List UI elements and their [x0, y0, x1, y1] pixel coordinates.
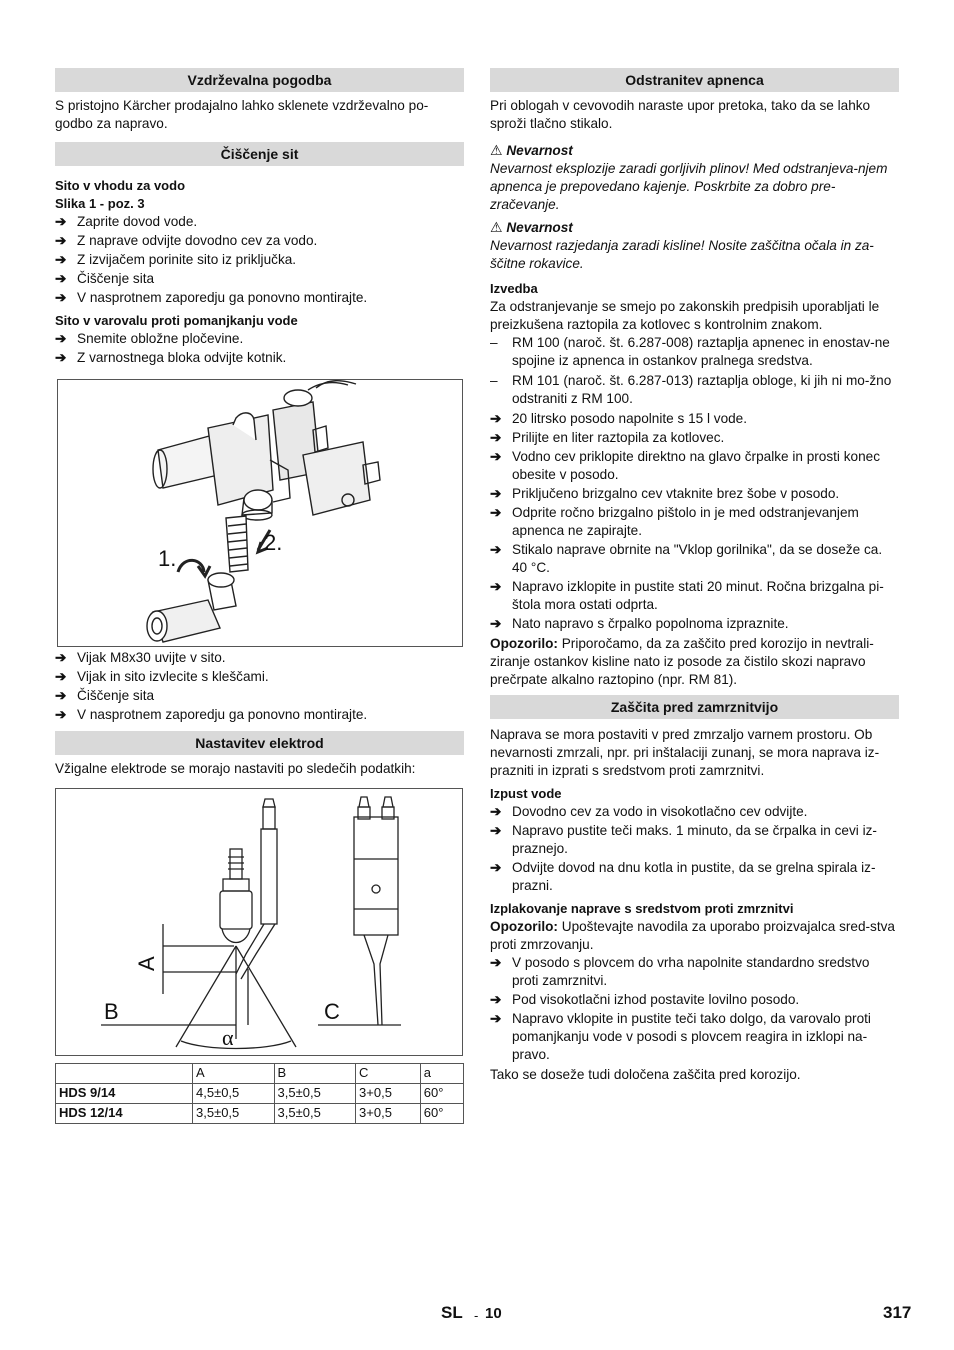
step-item: ➔ Z izvijačem porinite sito iz priključka.	[55, 252, 297, 267]
arrow-right-icon: ➔	[55, 290, 67, 305]
step-item: ➔ V nasprotnem zaporedju ga ponovno montirajte.	[55, 707, 368, 722]
arrow-right-icon: ➔	[55, 252, 67, 267]
step-item: ➔ Z naprave odvijte dovodno cev za vodo.	[55, 233, 318, 248]
note-paragraph: Opozorilo: Priporočamo, da za zaščito pred korozijo in nevtrali-ziranje ostankov kisline nato iz posode za čistilo skozi napravo prečrpate alkalno raztopino (npr. RM 81).	[490, 636, 874, 687]
step-item: ➔ Odprite ročno brizgalno pištolo in je med odstranjevanjem apnenca ne zapirajte.	[490, 505, 859, 538]
danger-text: Nevarnost razjedanja zaradi kisline! Nosite zaščitna očala in za-ščitne rokavice.	[490, 238, 874, 271]
descaling-intro: Pri oblogah v cevovodih naraste upor pretoka, tako da se lahko sproži tlačno stikalo.	[490, 98, 871, 131]
warning-triangle-icon: ⚠	[490, 219, 503, 235]
angle-label-alpha: α	[222, 1025, 234, 1050]
dash-item: – RM 101 (naroč. št. 6.287-013) raztaplja obloge, ki jih ni mo-žno odstraniti z RM 100.	[490, 373, 892, 406]
step-item: ➔ Priključeno brizgalno cev vtaknite brez šobe v posodo.	[490, 486, 840, 501]
arrow-right-icon: ➔	[490, 860, 502, 875]
dimension-label-b: B	[104, 999, 119, 1024]
dimension-label-c: C	[324, 999, 340, 1024]
electrode-adjustment-text: Vžigalne elektrode se morajo nastaviti po sledečih podatkih:	[55, 761, 416, 776]
arrow-right-icon: ➔	[490, 616, 502, 631]
section-heading-maintenance-contract: Vzdrževalna pogodba	[55, 68, 464, 92]
step-item: ➔ Vijak M8x30 uvijte v sito.	[55, 650, 226, 665]
section-heading-descaling: Odstranitev apnenca	[490, 68, 899, 92]
subheading-drain-water: Izpust vode	[490, 786, 562, 801]
step-item: ➔ Čiščenje sita	[55, 271, 155, 286]
dash-list	[490, 334, 899, 408]
dash-item: – RM 100 (naroč. št. 6.287-008) raztaplja apnenec in enostav-ne spojine iz apnenca in ostankov pralnega sredstva.	[490, 335, 890, 368]
arrow-right-icon: ➔	[490, 449, 502, 464]
page-dash: -	[474, 1308, 479, 1323]
dimension-label-a: A	[134, 956, 159, 971]
subheading-procedure: Izvedba	[490, 281, 538, 296]
language-code: SL	[441, 1303, 463, 1322]
step-item: ➔ Napravo izklopite in pustite stati 20 minut. Ročna brizgalna pi-štola mora ostati odprta.	[490, 579, 884, 612]
warning-triangle-icon: ⚠	[490, 142, 503, 158]
arrow-right-icon: ➔	[55, 214, 67, 229]
arrow-right-icon: ➔	[55, 688, 67, 703]
step-item: ➔ Vodno cev priklopite direktno na glavo črpalke in prosti konec obesite v posodo.	[490, 449, 880, 482]
steps-list-strainer	[55, 649, 464, 724]
step-item: ➔ V posodo s plovcem do vrha napolnite standardno sredstvo proti zamrznitvi.	[490, 955, 870, 988]
step-item: ➔ Zaprite dovod vode.	[55, 214, 198, 229]
step-item: ➔ Snemite obložne pločevine.	[55, 331, 244, 346]
arrow-right-icon: ➔	[490, 542, 502, 557]
left-column	[55, 68, 464, 1124]
step-item: ➔ Dovodno cev za vodo in visokotlačno cev odvijte.	[490, 804, 808, 819]
danger-heading: ⚠ Nevarnost	[490, 219, 573, 235]
step-item: ➔ Napravo vklopite in pustite teči tako dolgo, da varovalo proti pomanjkanju vode v posodi s plovcem reagira in izklopi na-pravo.	[490, 1011, 871, 1062]
section-heading-frost-protection: Zaščita pred zamrznitvijo	[490, 695, 899, 719]
local-page-number: 10	[485, 1305, 502, 1322]
electrode-settings-table	[55, 1063, 464, 1124]
note-paragraph: Opozorilo: Upoštevajte navodila za uporabo proizvajalca sred-stva proti zmrzovanju.	[490, 919, 895, 952]
arrow-right-icon: ➔	[55, 233, 67, 248]
table-row: HDS 12/14 3,5±0,5 3,5±0,5 3+0,5 60°	[56, 1104, 464, 1124]
figure-label-1: 1.	[158, 546, 177, 571]
arrow-right-icon: ➔	[490, 505, 502, 520]
arrow-right-icon: ➔	[490, 486, 502, 501]
arrow-right-icon: ➔	[490, 1011, 502, 1026]
arrow-right-icon: ➔	[55, 350, 67, 365]
arrow-right-icon: ➔	[55, 650, 67, 665]
table-row: HDS 9/14 4,5±0,5 3,5±0,5 3+0,5 60°	[56, 1084, 464, 1104]
step-item: ➔ Nato napravo s črpalko popolnoma izpraznite.	[490, 616, 789, 631]
figure-electrodes	[55, 788, 463, 1056]
arrow-right-icon: ➔	[490, 579, 502, 594]
step-item: ➔ Napravo pustite teči maks. 1 minuto, da se črpalka in cevi iz-praznejo.	[490, 823, 877, 856]
final-text: Tako se doseže tudi določena zaščita pred korozijo.	[490, 1067, 801, 1082]
table-header-row: A B C a	[56, 1064, 464, 1084]
steps-list-protection	[55, 330, 464, 367]
arrow-right-icon: ➔	[490, 430, 502, 445]
figure-reference: Slika 1 - poz. 3	[55, 196, 145, 211]
step-item: ➔ Z varnostnega bloka odvijte kotnik.	[55, 350, 287, 365]
step-item: ➔ Pod visokotlačni izhod postavite lovilno posodo.	[490, 992, 800, 1007]
steps-list-descaling	[490, 410, 899, 633]
subheading-low-water-protection-strainer: Sito v varovalu proti pomanjkanju vode	[55, 313, 298, 328]
arrow-right-icon: ➔	[490, 411, 502, 426]
strainer-illustration	[58, 380, 462, 646]
steps-list-drain	[490, 803, 899, 895]
page-number: 317	[883, 1303, 912, 1322]
step-item: ➔ Odvijte dovod na dnu kotla in pustite, da se grelna spirala iz-prazni.	[490, 860, 876, 893]
maintenance-contract-text: S pristojno Kärcher prodajalno lahko sklenete vzdrževalno po-godbo za napravo.	[55, 98, 429, 131]
arrow-right-icon: ➔	[55, 669, 67, 684]
subheading-antifreeze-flush: Izplakovanje naprave s sredstvom proti zmrznitvi	[490, 901, 794, 916]
step-item: ➔ V nasprotnem zaporedju ga ponovno montirajte.	[55, 290, 368, 305]
steps-list-inlet	[55, 213, 464, 307]
step-item: ➔ Stikalo naprave obrnite na "Vklop gorilnika", da se doseže ca. 40 °C.	[490, 542, 883, 575]
step-item: ➔ Prilijte en liter raztopila za kotlovec.	[490, 430, 725, 445]
procedure-text: Za odstranjevanje se smejo po zakonskih predpisih uporabljati le preizkušena raztopila za kotlovec s kontrolnim znakom.	[490, 299, 880, 332]
arrow-right-icon: ➔	[55, 707, 67, 722]
step-item: ➔ Vijak in sito izvlecite s kleščami.	[55, 669, 269, 684]
electrodes-illustration	[56, 789, 462, 1055]
steps-list-antifreeze	[490, 954, 899, 1064]
arrow-right-icon: ➔	[490, 992, 502, 1007]
section-heading-cleaning-strainers: Čiščenje sit	[55, 142, 464, 166]
arrow-right-icon: ➔	[55, 331, 67, 346]
danger-heading: ⚠ Nevarnost	[490, 142, 573, 158]
arrow-right-icon: ➔	[490, 804, 502, 819]
frost-protection-text: Naprava se mora postaviti v pred zmrzaljo varnem prostoru. Ob nevarnosti zmrzali, npr. pri inštalaciji zunanj, se mora naprava iz-prazniti in izprati s sredstvom proti zamrznitvi.	[490, 727, 880, 778]
step-item: ➔ Čiščenje sita	[55, 688, 155, 703]
danger-text: Nevarnost eksplozije zaradi gorljivih plinov! Med odstranjeva-njem apnenca je prepovedano kajenje. Poskrbite za dobro pre-zračevanje.	[490, 161, 888, 212]
subheading-water-inlet-strainer: Sito v vhodu za vodo	[55, 178, 186, 193]
section-heading-electrode-adjustment: Nastavitev elektrod	[55, 731, 464, 755]
figure-strainer-removal	[57, 379, 463, 647]
figure-label-2: 2.	[264, 530, 283, 555]
arrow-right-icon: ➔	[490, 823, 502, 838]
arrow-right-icon: ➔	[55, 271, 67, 286]
arrow-right-icon: ➔	[490, 955, 502, 970]
right-column	[490, 68, 899, 1084]
step-item: ➔ 20 litrsko posodo napolnite s 15 l vode.	[490, 411, 748, 426]
